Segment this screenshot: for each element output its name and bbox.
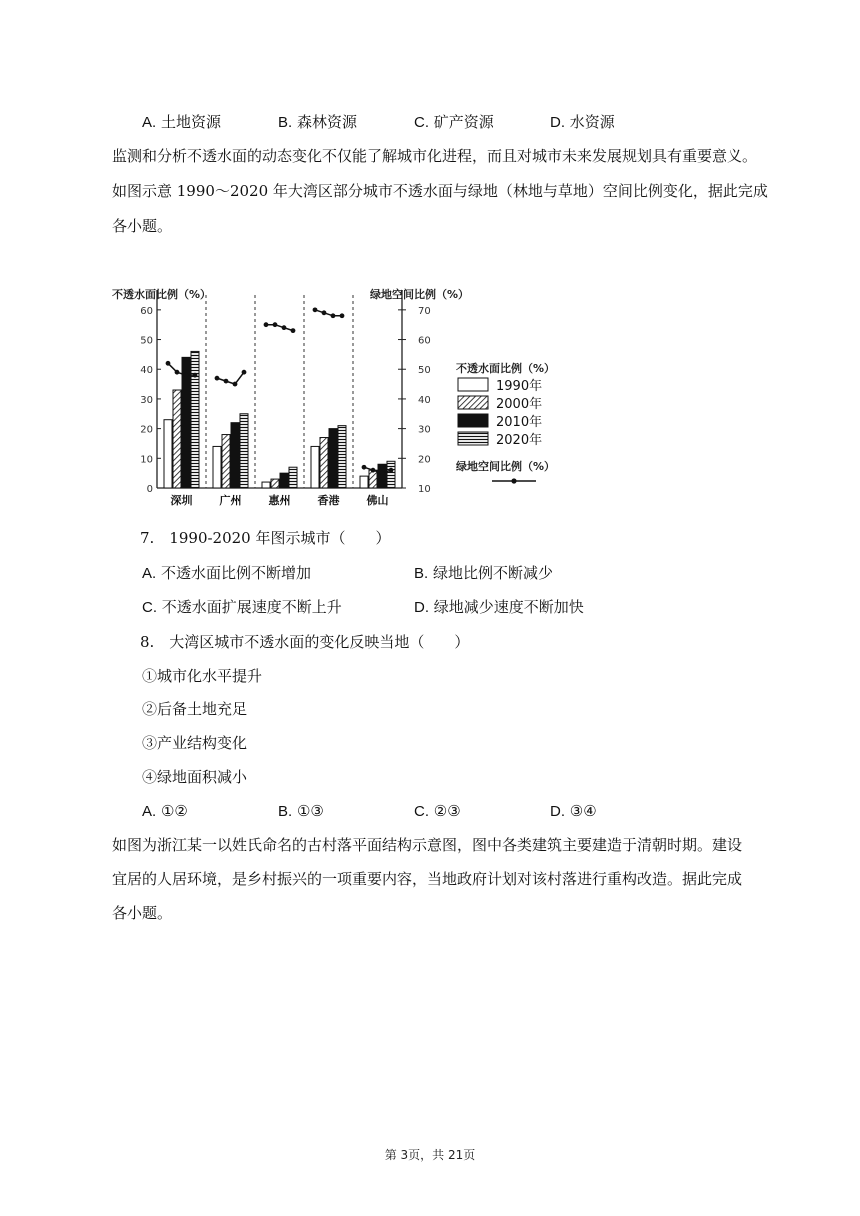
right-tick-label: 20 xyxy=(418,454,431,466)
bar-深圳-1990年 xyxy=(164,420,172,488)
q6-option-b[interactable]: B. 森林资源 xyxy=(278,113,357,131)
intro1-line-2: 如图示意 1990～2020 年大湾区部分城市不透水面与绿地（林地与草地）空间比例变化，据此完成 xyxy=(112,182,768,200)
right-tick-label: 60 xyxy=(418,335,431,347)
bar-佛山-1990年 xyxy=(360,476,368,488)
category-label: 惠州 xyxy=(268,494,291,507)
bar-广州-1990年 xyxy=(213,446,221,488)
q6-option-d[interactable]: D. 水资源 xyxy=(550,113,615,131)
q8-item-4: ④绿地面积减小 xyxy=(142,768,248,786)
bar-惠州-2010年 xyxy=(280,473,288,488)
left-tick-label: 20 xyxy=(140,424,153,436)
q8-option-c[interactable]: C. ②③ xyxy=(414,802,461,820)
q7-option-d[interactable]: D. 绿地减少速度不断加快 xyxy=(414,598,584,616)
legend-swatch-1990年 xyxy=(458,378,488,391)
bar-惠州-2020年 xyxy=(289,467,297,488)
q8-stem: 8. 大湾区城市不透水面的变化反映当地（ ） xyxy=(140,633,470,651)
page-footer: 第 3页，共 21页 xyxy=(384,1148,476,1162)
category-label: 深圳 xyxy=(170,494,193,507)
green-point-广州-0 xyxy=(215,376,220,381)
legend-label: 1990年 xyxy=(496,379,543,394)
right-axis-label: 绿地空间比例（%） xyxy=(370,288,470,301)
legend-line-marker xyxy=(511,478,516,483)
legend-title: 不透水面比例（%） xyxy=(456,362,556,375)
left-tick-label: 50 xyxy=(140,335,153,347)
green-point-广州-2 xyxy=(233,382,238,387)
legend-label: 2020年 xyxy=(496,433,543,448)
left-tick-label: 10 xyxy=(140,454,153,466)
right-tick-label: 50 xyxy=(418,365,431,377)
green-point-深圳-0 xyxy=(166,361,171,366)
q7-option-b[interactable]: B. 绿地比例不断减少 xyxy=(414,564,553,582)
green-point-香港-0 xyxy=(313,307,318,312)
green-point-深圳-1 xyxy=(175,370,180,375)
green-point-惠州-0 xyxy=(264,322,269,327)
left-tick-label: 40 xyxy=(140,365,153,377)
legend-line-title: 绿地空间比例（%） xyxy=(456,460,556,473)
green-point-佛山-1 xyxy=(371,468,376,473)
legend-label: 2010年 xyxy=(496,415,543,430)
intro2-line-1: 如图为浙江某一以姓氏命名的古村落平面结构示意图，图中各类建筑主要建造于清朝时期。建设 xyxy=(112,836,743,854)
right-tick-label: 30 xyxy=(418,424,431,436)
left-tick-label: 60 xyxy=(140,305,153,317)
right-tick-label: 40 xyxy=(418,394,431,406)
right-tick-label: 70 xyxy=(418,305,431,317)
q8-item-2: ②后备土地充足 xyxy=(142,700,248,718)
green-line-广州 xyxy=(217,372,244,384)
green-point-广州-3 xyxy=(242,370,247,375)
category-label: 广州 xyxy=(219,494,242,507)
bar-香港-2020年 xyxy=(338,426,346,488)
legend-swatch-2000年 xyxy=(458,396,488,409)
bar-广州-2020年 xyxy=(240,414,248,488)
bar-惠州-1990年 xyxy=(262,482,270,488)
green-line-惠州 xyxy=(266,325,293,331)
right-tick-label: 10 xyxy=(418,484,431,495)
green-point-惠州-1 xyxy=(273,322,278,327)
left-axis-label: 不透水面比例（%） xyxy=(112,288,212,301)
green-point-佛山-3 xyxy=(389,468,394,473)
legend-label: 2000年 xyxy=(496,397,543,412)
q7-stem: 7. 1990-2020 年图示城市（ ） xyxy=(140,529,391,547)
bar-惠州-2000年 xyxy=(271,479,279,488)
bar-广州-2000年 xyxy=(222,435,230,488)
bar-佛山-2010年 xyxy=(378,464,386,488)
q8-item-1: ①城市化水平提升 xyxy=(142,667,263,685)
left-tick-label: 0 xyxy=(146,484,153,495)
intro1-line-3: 各小题。 xyxy=(112,217,173,235)
green-line-香港 xyxy=(315,310,342,316)
intro2-line-3: 各小题。 xyxy=(112,904,173,922)
category-label: 香港 xyxy=(317,494,340,507)
green-point-广州-1 xyxy=(224,379,229,384)
q7-option-c[interactable]: C. 不透水面扩展速度不断上升 xyxy=(142,598,342,616)
left-tick-label: 30 xyxy=(140,394,153,406)
green-point-惠州-2 xyxy=(282,325,287,330)
bar-香港-2010年 xyxy=(329,429,337,488)
green-point-惠州-3 xyxy=(291,328,296,333)
bar-佛山-2020年 xyxy=(387,461,395,488)
green-point-佛山-0 xyxy=(362,465,367,470)
impervious-green-chart xyxy=(0,0,860,520)
q8-option-b[interactable]: B. ①③ xyxy=(278,802,324,820)
bar-深圳-2000年 xyxy=(173,390,181,488)
green-point-佛山-2 xyxy=(380,471,385,476)
q8-item-3: ③产业结构变化 xyxy=(142,734,248,752)
q6-option-a[interactable]: A. 土地资源 xyxy=(142,113,221,131)
q8-option-a[interactable]: A. ①② xyxy=(142,802,188,820)
legend-swatch-2020年 xyxy=(458,432,488,445)
bar-广州-2010年 xyxy=(231,423,239,488)
green-point-香港-3 xyxy=(340,313,345,318)
q8-option-d[interactable]: D. ③④ xyxy=(550,802,597,820)
q7-option-a[interactable]: A. 不透水面比例不断增加 xyxy=(142,564,311,582)
bar-香港-1990年 xyxy=(311,446,319,488)
intro1-line-1: 监测和分析不透水面的动态变化不仅能了解城市化进程，而且对城市未来发展规划具有重要意义。 xyxy=(112,147,758,165)
green-point-香港-1 xyxy=(322,310,327,315)
bar-香港-2000年 xyxy=(320,438,328,488)
bar-深圳-2020年 xyxy=(191,351,199,488)
green-point-香港-2 xyxy=(331,313,336,318)
legend-swatch-2010年 xyxy=(458,414,488,427)
q6-option-c[interactable]: C. 矿产资源 xyxy=(414,113,494,131)
intro2-line-2: 宜居的人居环境，是乡村振兴的一项重要内容，当地政府计划对该村落进行重构改造。据此完成 xyxy=(112,870,743,888)
bar-佛山-2000年 xyxy=(369,470,377,488)
green-point-深圳-3 xyxy=(193,373,198,378)
category-label: 佛山 xyxy=(366,494,389,507)
green-point-深圳-2 xyxy=(184,373,189,378)
